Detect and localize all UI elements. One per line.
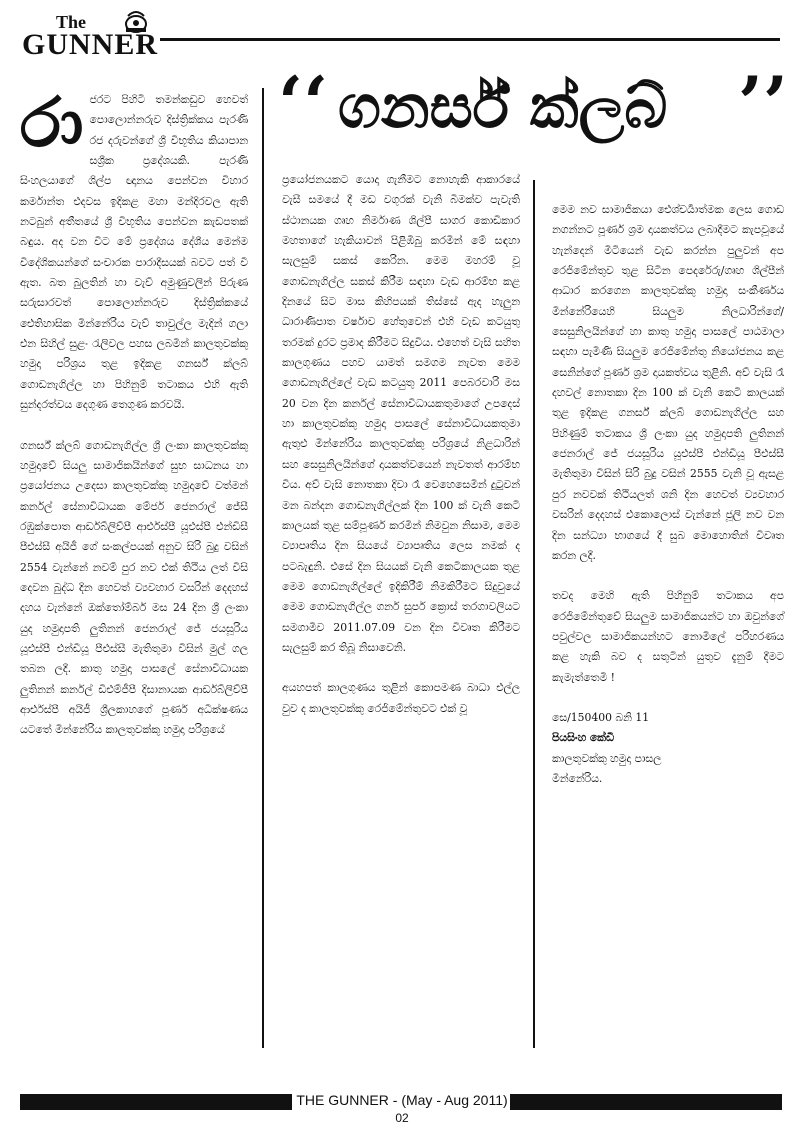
paragraph-6: තවද මෙහි ඇති පිහිනුම් තටාකය අප රෙජිමේන්තුවේ සියලුම සාමාජිකයන්ට හා ඔවුන්ගේ පවුල්වල සාමාජිකයන්හට නොමිලේ පරිහරණය කළ හැකි බව ද සතුටින් යුතුව දැනුම් දීමට කැමැත්තෙමි !: [552, 589, 784, 684]
title-open-quote: ‘‘: [278, 60, 329, 145]
column-divider-2: [533, 180, 535, 1048]
paragraph-3: ප්‍රයෝජනයකට යොදා ගැනීමට නොහැකි ආකාරයේ වැසී සමයේ දී මඩ වගුරක් වැනි බිමක්ව පැවැති ස්ථානයක ගෘහ නිර්මාණ ශිල්පී සාගර කොඩිකාර මහතාගේ හැකියාවන් පිළිඹිබු කරමින් මේ සඳහා සැලසුම් සකස් කෙරින. මෙම මහරම් වූ ගොඩනැගිල්ල සකස් කිරීම සඳහා වැඩ ආරම්භ කළ දිනයේ සිට මාස කිහිපයක් තිස්සේ ඇද හැලුන ධාරාණිපාත වර්ෂාව හේතුවෙන් එහි වැඩ කටයුතු තරමක් දුරට ප්‍රමාද කිරීමට සිදුවිය. එහෙත් වැසි සහිත කාලගුණය පහව යාමත් සමගම නැවත මෙම ගොඩනැගිල්ලේ වැඩ කටයුතු 2011 පෙබරවාරි මස 20 වන දින කර්නල් සේනාවිධායකතුමාගේ උපදෙස් හා කාලතුවක්කු හමුදා පාසලේ සේනාවිධායකතුමා ඇතුළු මින්නේරිය කාලතුවක්කු පරිශ්‍රයේ නිළධාරින් සහ සෙසුනිලයින්ගේ දායකත්වයෙන් නැවතත් ආරම්භ විය. අව් වැසි නොතකා දිවා රෑ වෙහෙසෙමින් දුටුවන් මන බන්දන ගොඩනැගිල්ලක් දින 100 ක් වැනි කෙටි කාලයක් තුළ සම්පූර්ණ කරමින් නිමවුන නිසාම, මෙම ව්‍යාපෘතිය දින සියයේ ව්‍යාපෘතිය ලෙස නමක් ද පටබැඳුනි. එසේ දින සියයක් වැනි කෙටිකාලයක තුළ මෙම ගොඩනැගිල්ලේ ඉදිකිරීම් නිමකිරීමට සිදුවුයේ මෙම ගොඩනැගිල්ල ගනර් සුපර් ක්‍රොස් තරගාවලියට සමගාමීව 2011.07.09 වන දින විවෘත කිරීමට සැලසුම් කර තිබූ නිසාවෙනි.: [282, 173, 520, 654]
column-divider-1: [262, 88, 264, 1048]
masthead-the: The: [56, 12, 87, 32]
signature-line-2: පියසිංහ කේඩී: [552, 731, 614, 745]
title-text: ගනර්ස් ක්ලබ්: [338, 72, 668, 142]
page-number: 02: [395, 1111, 409, 1125]
signature-line-3: කාලතුවක්කු හමුදා පාසල: [552, 751, 662, 765]
author-signature: [552, 708, 784, 789]
footer-bar-right: [510, 1094, 782, 1110]
masthead-logo: [22, 6, 182, 62]
article-title: [278, 60, 788, 170]
paragraph-4: අයහපත් කාලගුණය තුළින් කොපමණ බාධා එල්ල වුව ද කාලතුවක්කු රෙජිමේන්තුවට එක් වූ: [282, 681, 520, 715]
footer-bar-left: [20, 1094, 292, 1110]
signature-line-1: සෙ/150400 බනි 11: [552, 710, 650, 724]
column-2: [282, 170, 520, 739]
top-rule: [160, 38, 780, 41]
drop-cap: රා: [20, 83, 84, 163]
paragraph-5: මෙම නව සාමාජිකයා ඓශ්චර්‍යාත්මක ලෙස ගොඩ නගන්නට පූර්ණ ශ්‍රම දායකත්වය ලබාදීමට කැපවූයේ හැන්දෙන් මිටියෙන් වැඩ කරන්න පුලුවන් අප රෙජිමේන්තුව තුළ සිටින පෙදරේරු/ගෘහ ශිල්පීන් ආධාර කරගෙන කාලතුවක්කු හමුදා සංකීර්ණය මින්නේරියෙහි සියලුම නිලධාරින්ගේ/ සෙසුනිලයින්ගේ හා කාතු හමුදා පාසලේ පාඨමාලා සඳහා පැමිණි සියලුම රෙජිමේන්තු නියෝජනය කළ සෙනින්ගේ පූර්ණ ශ්‍රම දායකත්වය තුළිනි. අව් වැසි රෑ දහවල් නොතකා දින 100 ක් වැනි කෙටි කාලයක් තුළ ඉදිකළ ගනර්ස් ක්ලබ් ගොඩනැගිල්ල සහ පිහිණුම් තටාකය ශ්‍රී ලංකා යුද හමුදාපති ලුතිනන් ජෙනරාල් ජේ ජයසූරිය යූඑස්පී එන්ඩීයූ පීඑස්සී මැතිතුමා විසින් සිරි බුදු වසින් 2555 වැනි වූ ඇසළ පුර නවවක් තිථියලත් ශනි දින හෙවත් ව්‍යවහාර වසරින් දෙදහස් එකොලොස් වැන්නේ ජූලි නව වන දින සන්ධ්‍යා භාගයේ දී සුබ මොහොතින් විවෘත කරන ලදී.: [552, 203, 784, 562]
paragraph-1-text: ජරට පිහිටි තමන්කඩුව හෙවත් පොලොන්නරුව දිස්ත්‍රික්කය පැරණි රජ දරුවන්ගේ ශ්‍රී විභූතිය කියාපාන සශ්‍රීක ප්‍රදේශයකි. පැරණි සිංහලයාගේ ශිල්ප ඥානය පෙන්වන විහාර කර්මාන්ත එදවස ඉදිකළ මහා මන්දිරවල ඇති නටබුන් අතීතයේ ශ්‍රී විභූතිය පෙන්වන කැඩපතක් බඳුය. අද වන විට මේ ප්‍රදේශය දේශීය මෙන්ම විදේශිකයන්ගේ සංචාරක පාරාදීසයක් බවට පත් වී ඇත. බත බුලතින් හා වැව් අමුණුවලින් පිරුණ සරුසාරවත් පොලොන්නරුව දිස්ත්‍රික්කයේ ඓතිහාසික මින්නේරිය වැව් තාවුල්ල මැදින් ගලා එන සිහිල් සුළං රැලිවල පහස ලබමින් කාලතුවක්කු හමුදා පරිශ්‍රය තුළ ඉදිකළ ගනර්ස් ක්ලබ් ගොඩනැගිල්ල හා පිහිනුම් තටාකය එහි ඇති සුන්දරත්වය දෙගුණ තෙගුණ කරවයි.: [20, 93, 248, 412]
title-close-quote: ’’: [737, 60, 788, 145]
column-1: [20, 83, 248, 761]
signature-line-4: මින්නේරිය.: [552, 771, 603, 785]
paragraph-1: [20, 83, 248, 416]
footer-text: THE GUNNER - (May - Aug 2011): [296, 1092, 508, 1108]
column-3: [552, 200, 784, 789]
paragraph-2: ගනර්ස් ක්ලබ් ගොඩනැගිල්ල ශ්‍රී ලංකා කාලතුවක්කු හමුදාවේ සියලු සාමාජිකයින්ගේ සුභ සාධනය හා ප්‍රයෝජනය උදෙසා කාලතුවක්කු හමුදාවේ වත්මන් කර්නල් සේනාවිධායක මේජර් ජෙනරාල් ජේසී රඹුක්පොත ආර්ඩබ්ලිව්පී ආර්එස්පී යූඑස්පී එන්ඩීසී පීඑස්සී අයිජී ගේ සංකල්පයක් අනුව සිරි බුදු වසින් 2554 වැන්නේ නවම් පුර නව එක් තිථිය ලත් විසි දෙවන බුද්ධ දින හෙවත් ව්‍යවහාර වසරින් දෙදහස් දහය වැන්නේ ඔක්තෝම්බර් මස 24 දින ශ්‍රී ලංකා යුද හමුදාපති ලුතිනන් ජෙනරාල් ජේ ජයසූරිය යූඑස්පී එන්ඩීයූ පීඑස්සී මැතිතුමා විසින් මුල් ගල තබන ලදී. කාතු හමුදා පාසලේ සේනාවිධායක ලුතිනන් කර්නල් ඩීඑම්ජීපී දිසානායක ආර්ඩබ්ලිව්පී ආර්එස්පී අයිජී ශ්‍රීලකාහගේ පූර්ණ අධීක්ෂණය යටතේ මින්නේරිය කාලතුවක්කු හමුදා පරිශ්‍රයේ: [20, 438, 248, 737]
masthead-gunner: GUNNER: [22, 28, 159, 61]
